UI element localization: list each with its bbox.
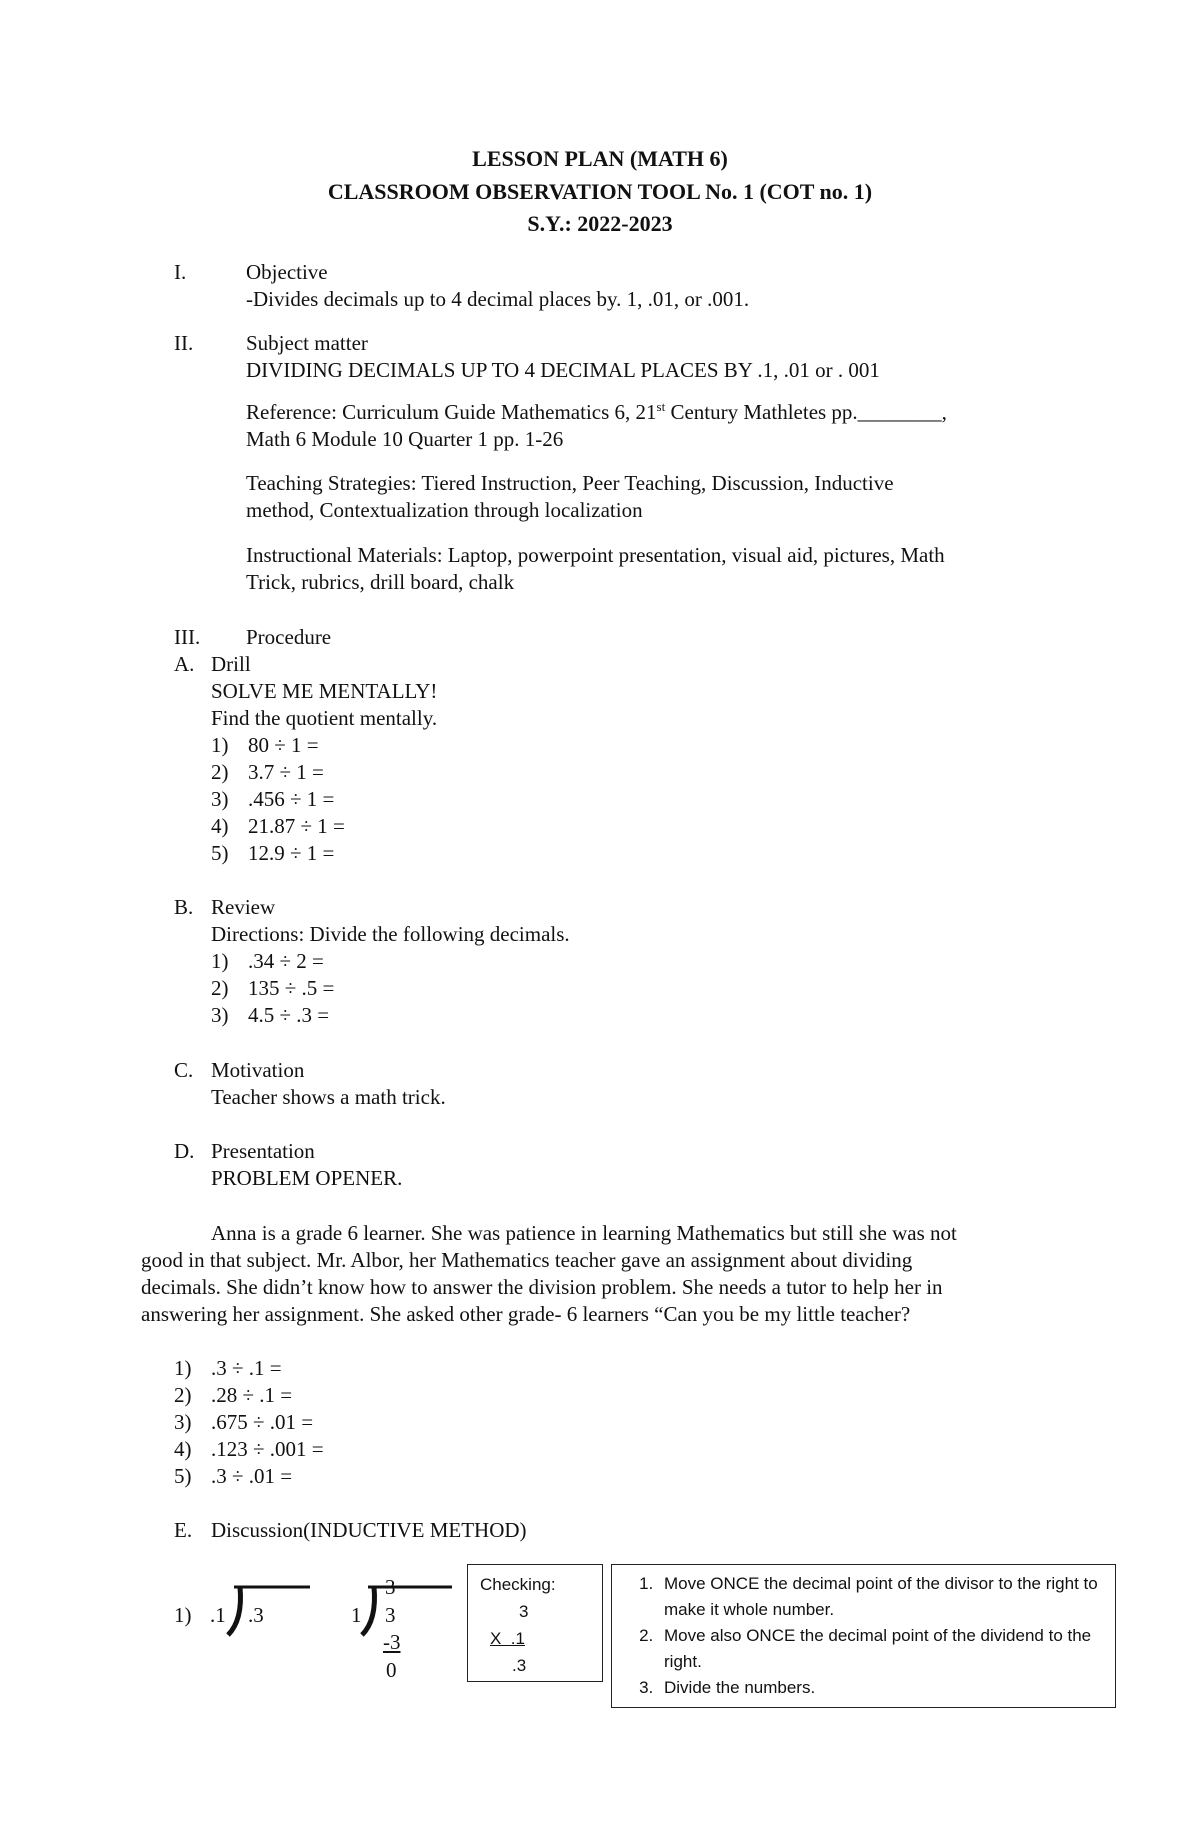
drill-item-num: 4) bbox=[211, 814, 229, 838]
review-item-num: 2) bbox=[211, 976, 229, 1000]
reference-line1 bbox=[246, 400, 947, 425]
review-directions: Directions: Divide the following decimals. bbox=[211, 922, 570, 946]
step-item: 3. Divide the numbers. bbox=[658, 1675, 1115, 1701]
drill-item-num: 2) bbox=[211, 760, 229, 784]
discussion-heading: Discussion(INDUCTIVE METHOD) bbox=[211, 1518, 527, 1542]
drill-item-num: 5) bbox=[211, 841, 229, 865]
objective-heading: Objective bbox=[246, 260, 328, 284]
example-number: 1) bbox=[174, 1603, 192, 1627]
problem-opener: PROBLEM OPENER. bbox=[211, 1166, 403, 1190]
reference-superscript: st bbox=[656, 399, 666, 414]
checking-multiplier: X .1 bbox=[490, 1629, 525, 1648]
problem-item: .123 ÷ .001 = bbox=[211, 1437, 324, 1461]
discussion-letter: E. bbox=[174, 1518, 193, 1542]
drill-heading: Drill bbox=[211, 652, 251, 676]
checking-label: Checking: bbox=[480, 1575, 556, 1594]
story-line: answering her assignment. She asked other grade- 6 learners “Can you be my little teacher? bbox=[141, 1302, 911, 1326]
drill-item: 3.7 ÷ 1 = bbox=[248, 760, 324, 784]
subject-number: II. bbox=[174, 331, 194, 355]
motivation-letter: C. bbox=[174, 1058, 194, 1082]
checking-multiplicand: 3 bbox=[519, 1602, 529, 1621]
review-letter: B. bbox=[174, 895, 194, 919]
division-bracket-2 bbox=[360, 1583, 456, 1639]
steps-box bbox=[611, 1564, 1116, 1708]
strategies-line2: method, Contextualization through localization bbox=[246, 498, 643, 522]
presentation-heading: Presentation bbox=[211, 1139, 315, 1163]
story-line: Anna is a grade 6 learner. She was patience in learning Mathematics but still she was not bbox=[211, 1221, 957, 1245]
subject-title: DIVIDING DECIMALS UP TO 4 DECIMAL PLACES BY .1, .01 or . 001 bbox=[246, 358, 880, 382]
drill-line1: SOLVE ME MENTALLY! bbox=[211, 679, 438, 703]
remainder: 0 bbox=[386, 1658, 397, 1682]
problem-item: .28 ÷ .1 = bbox=[211, 1383, 293, 1407]
drill-line2: Find the quotient mentally. bbox=[211, 706, 438, 730]
drill-item: 80 ÷ 1 = bbox=[248, 733, 319, 757]
story-line: good in that subject. Mr. Albor, her Mathematics teacher gave an assignment about dividing bbox=[141, 1248, 913, 1272]
procedure-heading: Procedure bbox=[246, 625, 332, 649]
reference-text-b: Century Mathletes pp.________, bbox=[665, 400, 947, 424]
divisor-2: 1 bbox=[351, 1603, 362, 1627]
review-heading: Review bbox=[211, 895, 276, 919]
materials-line2: Trick, rubrics, drill board, chalk bbox=[246, 570, 515, 594]
problem-item-num: 4) bbox=[174, 1437, 192, 1461]
dividend-1: .3 bbox=[248, 1603, 264, 1627]
divisor-1: .1 bbox=[210, 1603, 226, 1627]
problem-item: .3 ÷ .01 = bbox=[211, 1464, 293, 1488]
step-item: 2. Move also ONCE the decimal point of the dividend to the right. bbox=[658, 1623, 1115, 1675]
review-item: .34 ÷ 2 = bbox=[248, 949, 324, 973]
materials-line1: Instructional Materials: Laptop, powerpoint presentation, visual aid, pictures, Math bbox=[246, 543, 945, 567]
review-item-num: 3) bbox=[211, 1003, 229, 1027]
drill-letter: A. bbox=[174, 652, 195, 676]
checking-product: .3 bbox=[512, 1656, 527, 1675]
review-item: 135 ÷ .5 = bbox=[248, 976, 335, 1000]
reference-line2: Math 6 Module 10 Quarter 1 pp. 1-26 bbox=[246, 427, 564, 451]
drill-item: 21.87 ÷ 1 = bbox=[248, 814, 345, 838]
reference-text-a: Reference: Curriculum Guide Mathematics 6, 21 bbox=[246, 400, 657, 424]
subject-heading: Subject matter bbox=[246, 331, 368, 355]
problem-item-num: 5) bbox=[174, 1464, 192, 1488]
motivation-heading: Motivation bbox=[211, 1058, 305, 1082]
problem-item-num: 1) bbox=[174, 1356, 192, 1380]
problem-item-num: 3) bbox=[174, 1410, 192, 1434]
cot-title: CLASSROOM OBSERVATION TOOL No. 1 (COT no. 1) bbox=[327, 179, 873, 204]
objective-text: -Divides decimals up to 4 decimal places by. 1, .01, or .001. bbox=[246, 287, 750, 311]
lesson-plan-title: LESSON PLAN (MATH 6) bbox=[472, 146, 728, 171]
story-line: decimals. She didn’t know how to answer the division problem. She needs a tutor to help her in bbox=[141, 1275, 943, 1299]
strategies-line1: Teaching Strategies: Tiered Instruction, Peer Teaching, Discussion, Inductive bbox=[246, 471, 894, 495]
subtraction-line: -3 bbox=[383, 1630, 401, 1654]
drill-item: .456 ÷ 1 = bbox=[248, 787, 335, 811]
review-item: 4.5 ÷ .3 = bbox=[248, 1003, 330, 1027]
procedure-number: III. bbox=[174, 625, 201, 649]
motivation-text: Teacher shows a math trick. bbox=[211, 1085, 446, 1109]
problem-item-num: 2) bbox=[174, 1383, 192, 1407]
quotient: 3 bbox=[385, 1575, 396, 1599]
steps-list bbox=[612, 1571, 1115, 1701]
division-bracket-1 bbox=[226, 1583, 316, 1639]
problem-item: .3 ÷ .1 = bbox=[211, 1356, 282, 1380]
problem-item: .675 ÷ .01 = bbox=[211, 1410, 314, 1434]
drill-item: 12.9 ÷ 1 = bbox=[248, 841, 335, 865]
review-item-num: 1) bbox=[211, 949, 229, 973]
step-item: 1. Move ONCE the decimal point of the divisor to the right to make it whole number. bbox=[658, 1571, 1115, 1623]
drill-item-num: 3) bbox=[211, 787, 229, 811]
dividend-2: 3 bbox=[385, 1603, 396, 1627]
school-year: S.Y.: 2022-2023 bbox=[527, 211, 673, 236]
presentation-letter: D. bbox=[174, 1139, 195, 1163]
drill-item-num: 1) bbox=[211, 733, 229, 757]
objective-number: I. bbox=[174, 260, 187, 284]
